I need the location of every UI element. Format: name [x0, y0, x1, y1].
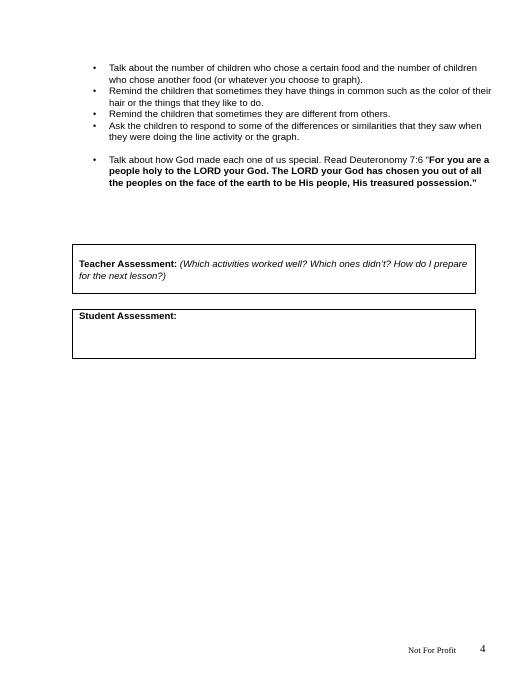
bullet-text: Talk about the number of children who chose a certain food and the number of children who chose another food (or whatever you choose to graph).	[109, 63, 477, 86]
footer-text: Not For Profit	[408, 645, 457, 655]
student-assessment-box	[72, 309, 476, 359]
bullet-icon: •	[93, 154, 97, 165]
teacher-assessment-prompt: (Which activities worked well? Which ones didn’t? How do I prepare for the next lesson?)	[79, 259, 468, 282]
teacher-assessment-label: Teacher Assessment:	[79, 259, 178, 270]
bullet-text: Remind the children that sometimes they are different from others.	[109, 109, 391, 120]
bullet-icon: •	[93, 120, 97, 131]
list-item	[93, 63, 493, 86]
bullet-list	[93, 63, 493, 189]
list-item	[93, 86, 493, 109]
list-item	[93, 109, 493, 121]
bullet-text: Ask the children to respond to some of the differences or similarities that they saw when they were doing the line activity or the graph.	[109, 120, 482, 143]
teacher-assessment-box	[72, 244, 476, 294]
bullet-icon: •	[93, 109, 97, 119]
bullet-text	[109, 155, 489, 189]
student-assessment-label: Student Assessment:	[79, 311, 177, 322]
list-item	[93, 121, 493, 144]
scripture-intro: Talk about how God made each one of us special. Read Deuteronomy 7:6 “	[109, 154, 429, 166]
bullet-icon: •	[93, 63, 97, 73]
page-number: 4	[480, 643, 486, 655]
list-item	[93, 155, 493, 190]
bullet-text: Remind the children that sometimes they have things in common such as the color of their hair or the things that they like to do.	[109, 86, 492, 109]
scripture-quote: For you are a people holy to the LORD your God. The LORD your God has chosen you out of all the peoples on the face of the earth to be His people, His treasured possession.”	[109, 154, 490, 189]
bullet-icon: •	[93, 86, 97, 96]
